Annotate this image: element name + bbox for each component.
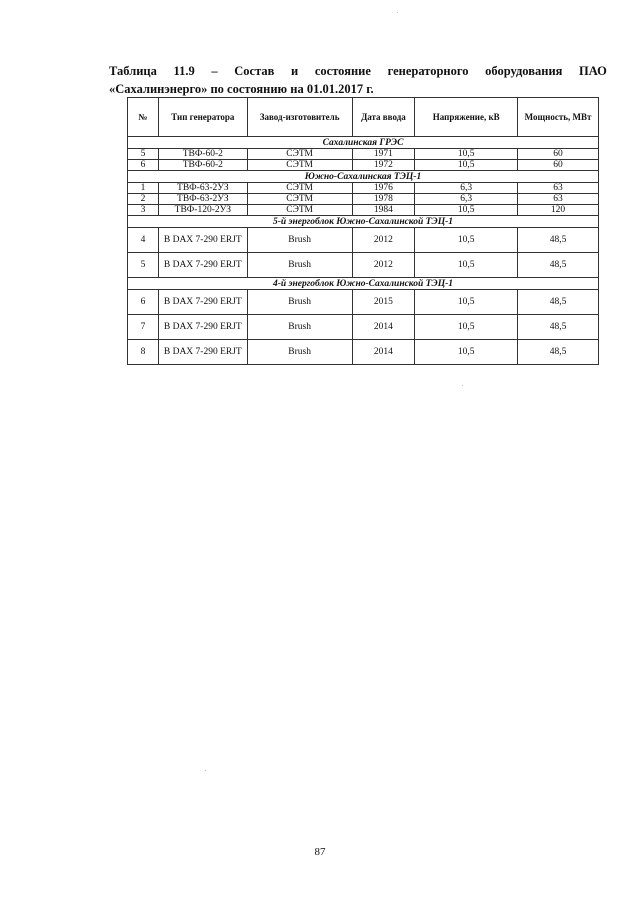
cell: 10,5 (415, 290, 518, 315)
caption-line-2: «Сахалинэнерго» по состоянию на 01.01.2017 г. (109, 82, 374, 96)
cell: 2014 (352, 315, 415, 340)
cell: СЭТМ (247, 183, 352, 194)
scan-speck (205, 770, 206, 771)
header-voltage: Напряжение, кВ (415, 98, 518, 137)
cell: 3 (128, 205, 159, 216)
table-caption (109, 62, 607, 98)
caption-word: Состав (234, 64, 275, 78)
cell: СЭТМ (247, 149, 352, 160)
cell: 10,5 (415, 205, 518, 216)
cell: B DAX 7-290 ERJT (158, 315, 247, 340)
cell: ТВФ-60-2 (158, 149, 247, 160)
cell: B DAX 7-290 ERJT (158, 228, 247, 253)
cell: Brush (247, 228, 352, 253)
table-row (128, 160, 599, 171)
group-row (128, 216, 599, 228)
scan-speck (462, 385, 463, 386)
caption-word: генераторного (387, 64, 469, 78)
cell: 63 (518, 194, 599, 205)
group-title: 5-й энергоблок Южно-Сахалинской ТЭЦ-1 (128, 216, 599, 228)
cell: 1978 (352, 194, 415, 205)
cell: 1984 (352, 205, 415, 216)
caption-word: – (211, 64, 218, 78)
cell: 10,5 (415, 228, 518, 253)
group-title: 4-й энергоблок Южно-Сахалинской ТЭЦ-1 (128, 278, 599, 290)
table-row (128, 290, 599, 315)
caption-line-1 (109, 62, 607, 80)
cell: ТВФ-63-2УЗ (158, 183, 247, 194)
group-title: Южно-Сахалинская ТЭЦ-1 (128, 171, 599, 183)
cell: 10,5 (415, 253, 518, 278)
cell: 60 (518, 149, 599, 160)
table-row (128, 149, 599, 160)
scan-speck (397, 12, 398, 13)
header-manufacturer: Завод-изготовитель (247, 98, 352, 137)
cell: Brush (247, 340, 352, 365)
group-row (128, 171, 599, 183)
header-number: № (128, 98, 159, 137)
caption-word: оборудования (485, 64, 563, 78)
cell: ТВФ-63-2УЗ (158, 194, 247, 205)
cell: 2015 (352, 290, 415, 315)
cell: 2012 (352, 228, 415, 253)
cell: 48,5 (518, 315, 599, 340)
cell: 10,5 (415, 160, 518, 171)
caption-word: и (291, 64, 299, 78)
cell: B DAX 7-290 ERJT (158, 253, 247, 278)
group-row (128, 278, 599, 290)
cell: 120 (518, 205, 599, 216)
header-generator-type: Тип генератора (158, 98, 247, 137)
group-row (128, 137, 599, 149)
caption-word: ПАО (579, 64, 607, 78)
caption-word: 11.9 (173, 64, 195, 78)
caption-word: состояние (314, 64, 371, 78)
cell: Brush (247, 253, 352, 278)
table-row (128, 205, 599, 216)
cell: ТВФ-60-2 (158, 160, 247, 171)
cell: 6,3 (415, 194, 518, 205)
cell: 48,5 (518, 290, 599, 315)
group-title: Сахалинская ГРЭС (128, 137, 599, 149)
cell: СЭТМ (247, 194, 352, 205)
cell: СЭТМ (247, 160, 352, 171)
cell: 2 (128, 194, 159, 205)
cell: 4 (128, 228, 159, 253)
cell: 6,3 (415, 183, 518, 194)
table-row (128, 340, 599, 365)
cell: 1976 (352, 183, 415, 194)
cell: 60 (518, 160, 599, 171)
generator-table (127, 97, 599, 365)
table-row (128, 253, 599, 278)
header-commission-date: Дата ввода (352, 98, 415, 137)
cell: 6 (128, 160, 159, 171)
header-power: Мощность, МВт (518, 98, 599, 137)
cell: B DAX 7-290 ERJT (158, 340, 247, 365)
cell: 5 (128, 149, 159, 160)
cell: 1972 (352, 160, 415, 171)
table-row (128, 194, 599, 205)
cell: 1 (128, 183, 159, 194)
cell: 2012 (352, 253, 415, 278)
cell: 6 (128, 290, 159, 315)
cell: Brush (247, 290, 352, 315)
cell: 10,5 (415, 315, 518, 340)
cell: 10,5 (415, 149, 518, 160)
table-row (128, 228, 599, 253)
cell: 7 (128, 315, 159, 340)
table-row (128, 315, 599, 340)
cell: B DAX 7-290 ERJT (158, 290, 247, 315)
cell: ТВФ-120-2УЗ (158, 205, 247, 216)
cell: СЭТМ (247, 205, 352, 216)
cell: 2014 (352, 340, 415, 365)
cell: 10,5 (415, 340, 518, 365)
cell: 63 (518, 183, 599, 194)
table-row (128, 183, 599, 194)
cell: 1971 (352, 149, 415, 160)
cell: 48,5 (518, 228, 599, 253)
page-number: 87 (314, 846, 326, 858)
cell: 5 (128, 253, 159, 278)
cell: 48,5 (518, 340, 599, 365)
table-header-row (128, 98, 599, 137)
cell: Brush (247, 315, 352, 340)
caption-word: Таблица (109, 64, 157, 78)
cell: 48,5 (518, 253, 599, 278)
cell: 8 (128, 340, 159, 365)
